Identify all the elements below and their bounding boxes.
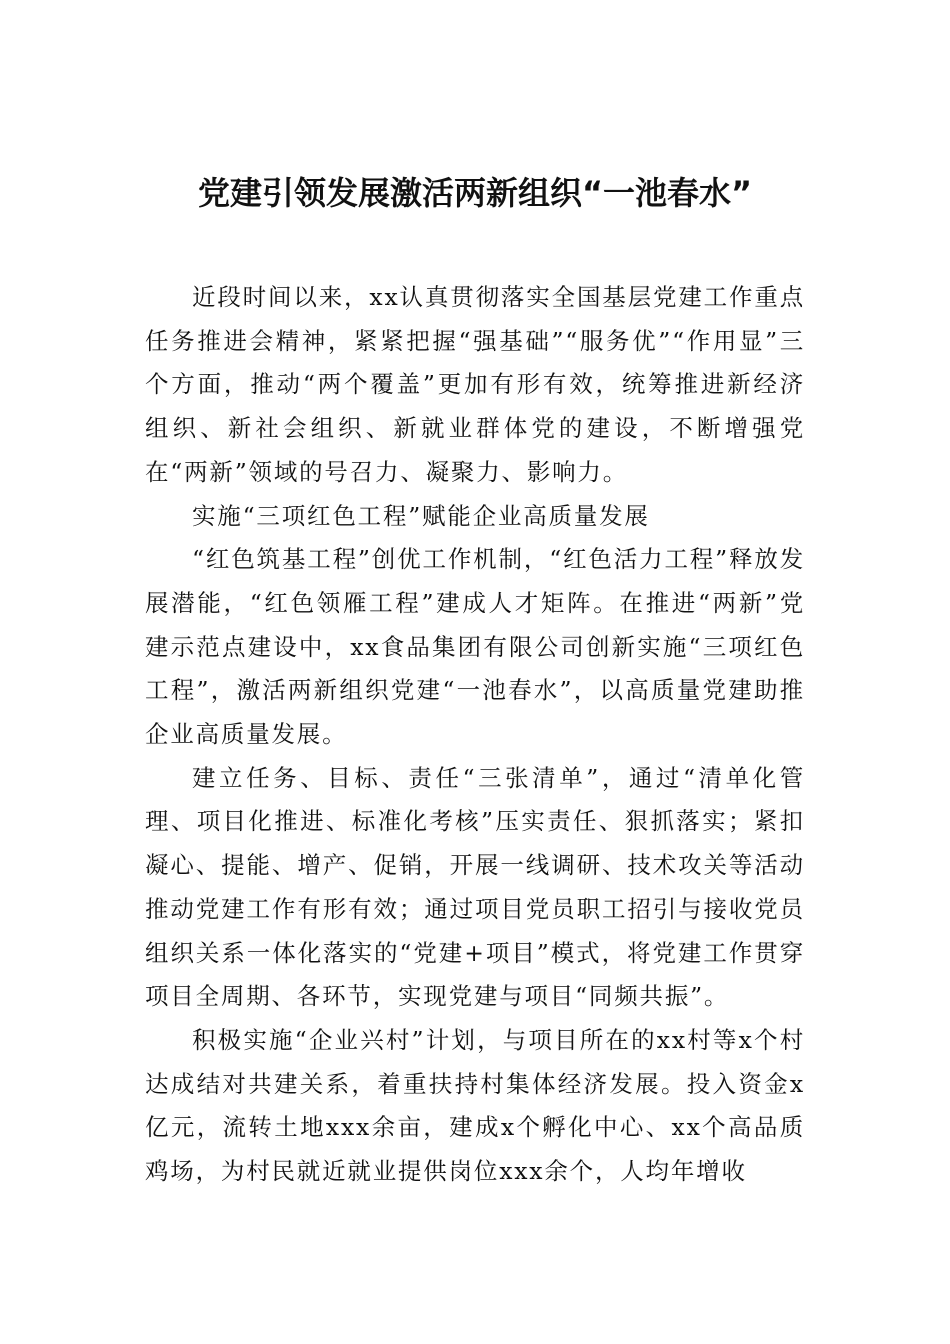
paragraph-enterprise-village: 积极实施“企业兴村”计划，与项目所在的xx村等x个村达成结对共建关系，着重扶持村集体经济发展。投入资金x亿元，流转土地xxx余亩，建成x个孵化中心、xx个高品质鸡场，为村民就近就业提供岗位xxx余个，人均年增收: [145, 1025, 805, 1186]
document-title: 党建引领发展激活两新组织“一池春水”: [197, 174, 753, 212]
paragraph-red-projects: “红色筑基工程”创优工作机制，“红色活力工程”释放发展潜能，“红色领雁工程”建成人才矩阵。在推进“两新”党建示范点建设中，xx食品集团有限公司创新实施“三项红色工程”，激活两新组织党建“一池春水”，以高质量党建助推企业高质量发展。: [145, 545, 805, 749]
document-body: [145, 276, 805, 1194]
paragraph-intro: 近段时间以来，xx认真贯彻落实全国基层党建工作重点任务推进会精神，紧紧把握“强基础”“服务优”“作用显”三个方面，推动“两个覆盖”更加有形有效，统筹推进新经济组织、新社会组织、新就业群体党的建设，不断增强党在“两新”领域的号召力、凝聚力、影响力。: [145, 283, 805, 486]
section-heading: 实施“三项红色工程”赋能企业高质量发展: [192, 501, 650, 530]
paragraph-three-lists: 建立任务、目标、责任“三张清单”，通过“清单化管理、项目化推进、标准化考核”压实责任、狠抓落实；紧扣凝心、提能、增产、促销，开展一线调研、技术攻关等活动推动党建工作有形有效；通过项目党员职工招引与接收党员组织关系一体化落实的“党建+项目”模式，将党建工作贯穿项目全周期、各环节，实现党建与项目“同频共振”。: [145, 763, 805, 1011]
